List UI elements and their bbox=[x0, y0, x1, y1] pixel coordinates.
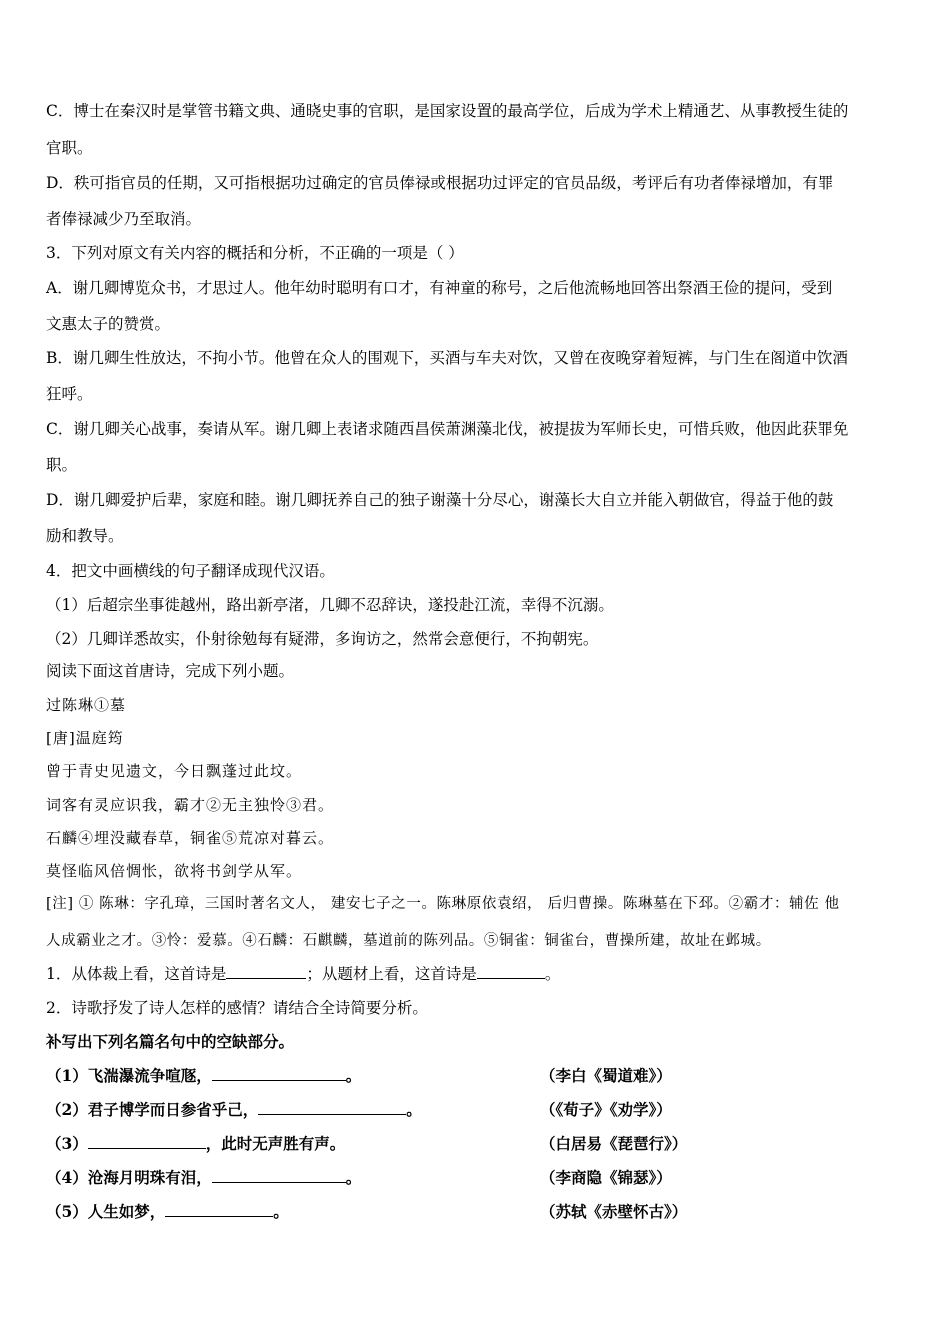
answer-blank[interactable] bbox=[165, 1202, 273, 1217]
poem-question-1: 1．从体裁上看，这首诗是 ；从题材上看，这首诗是 。 bbox=[46, 965, 561, 983]
answer-blank[interactable] bbox=[477, 964, 545, 979]
q3-option-c-line1: C．谢几卿关心战事，奏请从军。谢几卿上表诸求随西昌侯萧渊藻北伐，被提拔为军师长史，可惜兵败，他因此获罪免 bbox=[46, 420, 849, 438]
q3-stem: 3．下列对原文有关内容的概括和分析，不正确的一项是（ ） bbox=[46, 244, 464, 262]
fill-heading: 补写出下列名篇名句中的空缺部分。 bbox=[46, 1032, 295, 1051]
q3-option-d-line2: 励和教导。 bbox=[46, 527, 124, 545]
poem-line-3: 石麟④埋没藏春草，铜雀⑤荒凉对暮云。 bbox=[46, 829, 335, 847]
poem-note-line2: 人成霸业之才。③怜：爱慕。④石麟：石麒麟，墓道前的陈列品。⑤铜雀：铜雀台，曹操所建，故址在邺城。 bbox=[46, 933, 771, 949]
fill-item-2: （2）君子博学而日参省乎己， 。 bbox=[46, 1100, 422, 1119]
poem-line-4: 莫怪临风倍惆怅，欲将书剑学从军。 bbox=[46, 862, 303, 880]
poem-line-2: 词客有灵应识我，霸才②无主独怜③君。 bbox=[46, 796, 335, 814]
poem-note-line1: [注] ① 陈琳：字孔璋，三国时著名文人， 建安七子之一。陈琳原依袁绍， 后归曹操。陈琳墓在下邳。②霸才：辅佐 他 bbox=[46, 896, 840, 912]
fill-source-5: （苏轼《赤壁怀古》） bbox=[540, 1202, 688, 1221]
q2-option-d-line1: D．秩可指官员的任期，又可指根据功过确定的官员俸禄或根据功过评定的官员品级，考评后有功者俸禄增加，有罪 bbox=[46, 174, 834, 192]
fill-item-1: （1）飞湍瀑流争喧豗， 。 bbox=[46, 1066, 362, 1085]
fill-item-4: （4）沧海月明珠有泪， 。 bbox=[46, 1168, 362, 1187]
q3-option-a-line2: 文惠太子的赞赏。 bbox=[46, 315, 171, 333]
poem-author: [唐]温庭筠 bbox=[46, 729, 124, 747]
fill-source-3: （白居易《琵琶行》） bbox=[540, 1134, 688, 1153]
fill-source-2: （《荀子》《劝学》） bbox=[540, 1100, 672, 1119]
answer-blank[interactable] bbox=[212, 1066, 346, 1081]
poem-question-2: 2．诗歌抒发了诗人怎样的感情？请结合全诗简要分析。 bbox=[46, 999, 428, 1017]
q2-option-c-line1: C．博士在秦汉时是掌管书籍文典、通晓史事的官职，是国家设置的最高学位，后成为学术上精通艺、从事教授生徒的 bbox=[46, 102, 849, 120]
answer-blank[interactable] bbox=[88, 1134, 206, 1149]
q3-option-b-line2: 狂呼。 bbox=[46, 385, 93, 403]
answer-blank[interactable] bbox=[258, 1100, 406, 1115]
fill-source-1: （李白《蜀道难》） bbox=[540, 1066, 672, 1085]
q3-option-b-line1: B．谢几卿生性放达，不拘小节。他曾在众人的围观下，买酒与车夫对饮，又曾在夜晚穿着短裤，与门生在阁道中饮酒 bbox=[46, 349, 848, 367]
fill-source-4: （李商隐《锦瑟》） bbox=[540, 1168, 672, 1187]
q4-sentence-1: （1）后超宗坐事徙越州，路出新亭渚，几卿不忍辞诀，遂投赴江流，幸得不沉溺。 bbox=[46, 596, 614, 614]
q4-sentence-2: （2）几卿详悉故实，仆射徐勉每有疑滞，多询访之，然常会意便行，不拘朝宪。 bbox=[46, 630, 599, 648]
q3-option-a-line1: A．谢几卿博览众书，才思过人。他年幼时聪明有口才，有神童的称号，之后他流畅地回答出祭酒王俭的提问，受到 bbox=[46, 279, 833, 297]
q2-option-c-line2: 官职。 bbox=[46, 139, 93, 157]
fill-item-3: （3） ，此时无声胜有声。 bbox=[46, 1134, 346, 1153]
q2-option-d-line2: 者俸禄减少乃至取消。 bbox=[46, 210, 202, 228]
q3-option-d-line1: D．谢几卿爱护后辈，家庭和睦。谢几卿抚养自己的独子谢藻十分尽心，谢藻长大自立并能入朝做官，得益于他的鼓 bbox=[46, 491, 834, 509]
poem-intro: 阅读下面这首唐诗，完成下列小题。 bbox=[46, 662, 295, 680]
fill-item-5: （5）人生如梦， 。 bbox=[46, 1202, 289, 1221]
q3-option-c-line2: 职。 bbox=[46, 456, 78, 474]
answer-blank[interactable] bbox=[226, 964, 306, 979]
q4-stem: 4．把文中画横线的句子翻译成现代汉语。 bbox=[46, 562, 335, 580]
poem-title: 过陈琳①墓 bbox=[46, 696, 127, 714]
answer-blank[interactable] bbox=[212, 1168, 346, 1183]
poem-line-1: 曾于青史见遗文，今日飘蓬过此坟。 bbox=[46, 762, 303, 780]
